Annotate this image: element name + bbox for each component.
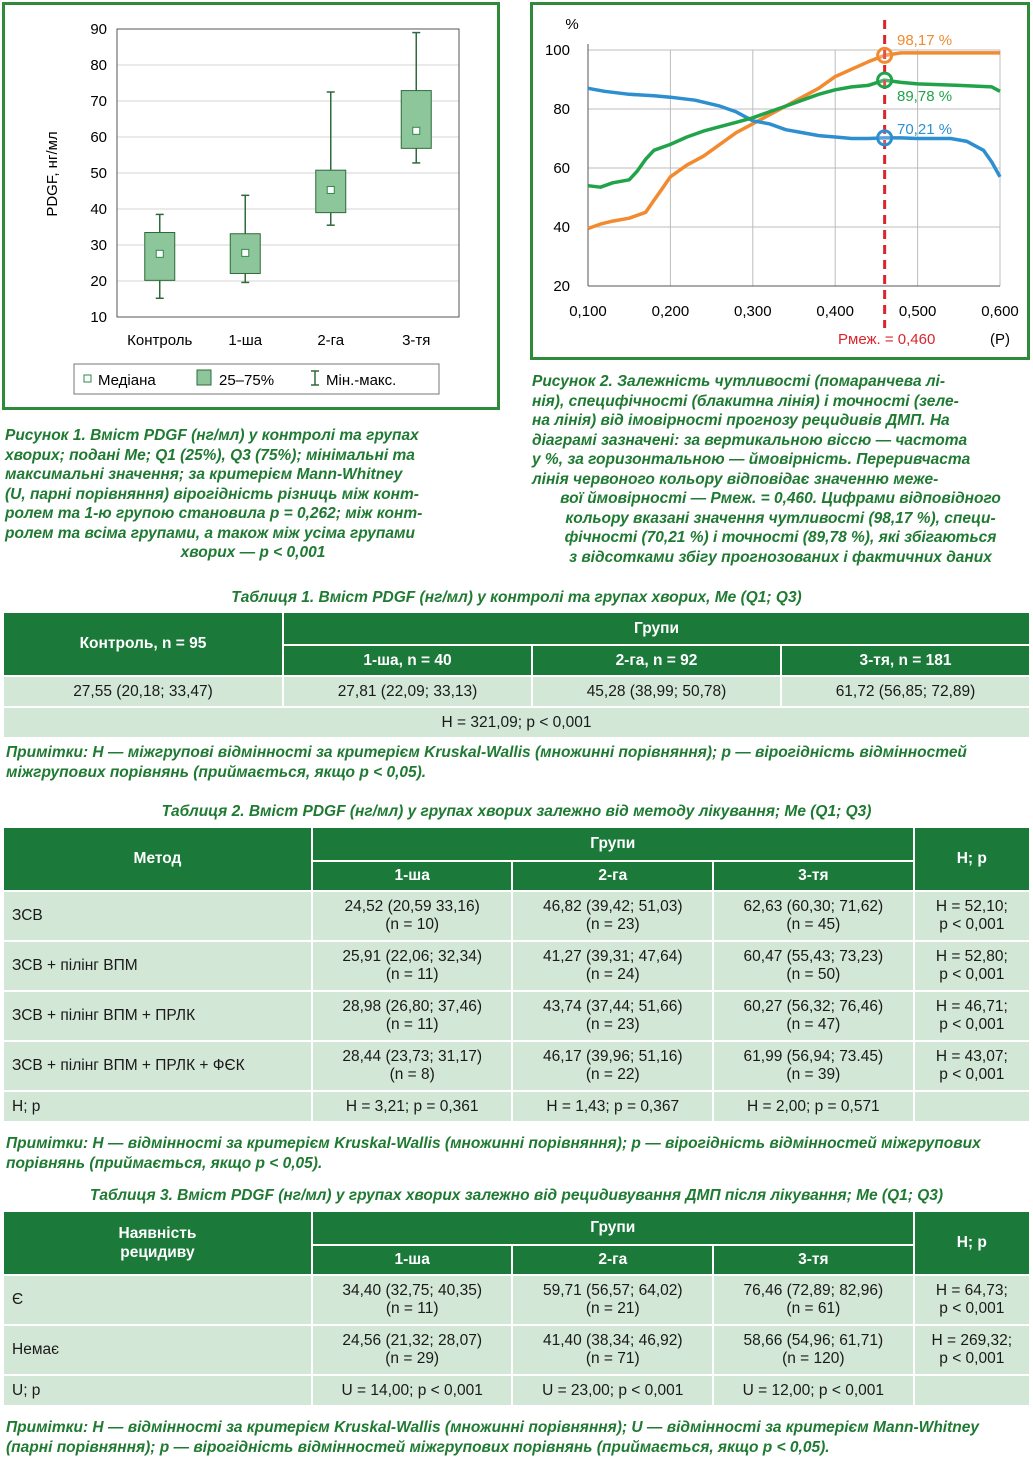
table-row (4, 892, 1029, 940)
group-header: 2-га (513, 1246, 712, 1274)
series-line-чутливість (588, 53, 1000, 229)
caption-line: діаграмі зазначені: за вертикальною віссю — частота (532, 431, 968, 449)
fig1-y-tick-label: 30 (90, 237, 107, 254)
cell-n: (n = 11) (385, 1016, 439, 1033)
stat-header: H; p (915, 828, 1029, 890)
cell-n: (n = 120) (782, 1350, 845, 1367)
group-header: 2-га (513, 862, 712, 890)
median-marker (413, 127, 420, 134)
cell-value: 41,27 (39,31; 47,64) (542, 948, 683, 965)
figure-2-line-chart (530, 2, 1030, 360)
table-cell (513, 1326, 712, 1374)
table-row (4, 992, 1029, 1040)
caption-line: з відсотками збігу прогнозованих і фактичних даних (569, 548, 992, 566)
table-row (4, 1276, 1029, 1324)
cell-value: 60,27 (56,32; 76,46) (743, 998, 884, 1015)
cell-value: 41,40 (38,34; 46,92) (542, 1332, 683, 1349)
table-cell (915, 1276, 1029, 1324)
table-cell (513, 1276, 712, 1324)
table-cell (513, 1042, 712, 1090)
table-row (4, 1092, 1029, 1121)
cell-n: (n = 10) (385, 916, 440, 933)
fig1-x-tick-label: Контроль (127, 332, 193, 349)
table-cell (915, 892, 1029, 940)
fig1-y-tick-label: 40 (90, 201, 107, 218)
caption-line: ролем та 1-ю групою становила p = 0,262; між конт- (5, 505, 423, 522)
cell-n: (n = 39) (786, 1066, 841, 1083)
caption-line: хворих; подані Me; Q1 (25%), Q3 (75%); мінімальні та (5, 446, 415, 464)
group-header: 1-ша (313, 862, 512, 890)
table-row (4, 1376, 1029, 1405)
table-cell (313, 892, 512, 940)
control-header: Контроль, n = 95 (4, 613, 282, 675)
group-header: 1-ша (313, 1246, 512, 1274)
row-label: ЗСВ + пілінг ВПМ + ПРЛК (4, 992, 311, 1040)
cell-value: 61,99 (56,94; 73.45) (743, 1048, 884, 1065)
table-cell (714, 892, 913, 940)
group-header: 3-тя (714, 862, 913, 890)
row-label: H; p (4, 1092, 311, 1121)
legend-minmax-label: Мін.-макс. (326, 372, 397, 389)
fig1-y-axis-label: PDGF, нг/мл (44, 131, 61, 217)
table-row (4, 1326, 1029, 1374)
cell-p: p < 0,001 (939, 966, 1005, 983)
fig1-y-tick-label: 80 (90, 57, 107, 74)
group-header: 1-ша, n = 40 (284, 646, 531, 675)
cell-value: 60,47 (55,43; 73,23) (743, 948, 884, 965)
cell-value: 25,91 (22,06; 32,34) (342, 948, 482, 965)
table-cell (313, 1042, 512, 1090)
fig1-y-tick-label: 10 (90, 309, 107, 326)
header-line: Наявність (118, 1225, 197, 1242)
table-cell (513, 942, 712, 990)
threshold-marker-точність (878, 73, 892, 87)
cell-n: (n = 47) (786, 1016, 841, 1033)
cell-n: (n = 50) (786, 966, 841, 983)
table-cell (513, 992, 712, 1040)
fig2-y-axis-label: % (565, 16, 579, 33)
row-label: Є (4, 1276, 311, 1324)
threshold-marker-специфічність (878, 131, 892, 145)
cell-n: (n = 8) (389, 1066, 435, 1083)
table-cell: 27,55 (20,18; 33,47) (4, 677, 282, 706)
cell-h: H = 46,71; (935, 998, 1008, 1015)
cell-h: H = 269,32; (931, 1332, 1013, 1349)
cell-value: 28,98 (26,80; 37,46) (342, 998, 482, 1015)
cell-n: (n = 22) (585, 1066, 640, 1083)
cell-value: 46,82 (39,42; 51,03) (542, 898, 683, 915)
cell-p: p < 0,001 (939, 916, 1005, 933)
cell-value: 46,17 (39,96; 51,16) (542, 1048, 683, 1065)
caption-line: лінія червоного кольору відповідає значенню меже- (532, 470, 939, 488)
table-cell: 61,72 (56,85; 72,89) (782, 677, 1029, 706)
cell-value: 24,52 (20,59 33,16) (344, 898, 480, 915)
cell-n: (n = 23) (585, 1016, 640, 1033)
table-cell (915, 1376, 1029, 1405)
cell-value: 43,74 (37,44; 51,66) (542, 998, 683, 1015)
stat-header: H; p (915, 1212, 1029, 1274)
table-2-note: Примітки: H — відмінності за критерієм Kruskal-Wallis (множинні порівняння); p — вірогідність відмінностей міжгрупових порівнянь (приймається, якщо p < 0,05). (6, 1135, 981, 1172)
table-cell (915, 1326, 1029, 1374)
accuracy-value-label: 89,78 % (897, 88, 953, 105)
caption-line: Рисунок 2. Залежність чутливості (помаранчева лі- (532, 373, 945, 390)
table-cell: H = 3,21; p = 0,361 (313, 1092, 512, 1121)
cell-value: 34,40 (32,75; 40,35) (342, 1282, 482, 1299)
table-cell: 27,81 (22,09; 33,13) (284, 677, 531, 706)
fig2-y-tick-label: 100 (544, 42, 570, 59)
groups-header: Групи (284, 613, 1029, 644)
fig2-y-tick-label: 60 (553, 160, 570, 177)
fig1-y-tick-label: 20 (90, 273, 107, 290)
fig1-x-tick-label: 2-га (317, 332, 345, 349)
fig1-x-tick-label: 3-тя (402, 332, 431, 349)
table-cell: 45,28 (38,99; 50,78) (533, 677, 780, 706)
caption-line: фічності (70,21 %) і точності (89,78 %), які збігаються (564, 529, 997, 546)
cell-p: p < 0,001 (939, 1300, 1005, 1317)
fig1-y-tick-label: 70 (90, 93, 107, 110)
table-3 (2, 1210, 1031, 1407)
legend-iqr-label: 25–75% (219, 372, 275, 389)
group-header: 2-га, n = 92 (533, 646, 780, 675)
cell-p: p < 0,001 (939, 1016, 1005, 1033)
cell-value: 59,71 (56,57; 64,02) (542, 1282, 683, 1299)
fig2-x-tick-label: 0,100 (569, 303, 607, 320)
cell-h: H = 52,10; (935, 898, 1008, 915)
table-3-note: Примітки: H — відмінності за критерієм Kruskal-Wallis (множинні порівняння); U — відмінності за критерієм Mann-Whitney (парні порівняння); p — вірогідність відмінностей міжгрупових порівнянь (приймається, якщо p < 0,05). (6, 1419, 979, 1456)
table-cell: U = 14,00; p < 0,001 (313, 1376, 512, 1405)
table-row (4, 1042, 1029, 1090)
table-2 (2, 826, 1031, 1123)
caption-line: у %, за горизонтальною — ймовірність. Переривчаста (532, 451, 971, 468)
cell-p: p < 0,001 (939, 1066, 1005, 1083)
table-1 (2, 611, 1031, 739)
table-cell (915, 942, 1029, 990)
row-label: ЗСВ + пілінг ВПМ + ПРЛК + ФЄК (4, 1042, 311, 1090)
cell-n: (n = 71) (585, 1350, 640, 1367)
cell-n: (n = 61) (786, 1300, 841, 1317)
table-cell (714, 1042, 913, 1090)
caption-line: ролем та всіма групами, а також між усіма групами (5, 524, 415, 542)
caption-line: на лінія) від імовірності прогнозу рецидивів ДМП. На (532, 412, 950, 429)
threshold-marker-чутливість (878, 48, 892, 62)
table-1-caption: Таблиця 1. Вміст PDGF (нг/мл) у контролі та групах хворих, Me (Q1; Q3) (231, 589, 802, 606)
groups-header: Групи (313, 828, 913, 860)
table-cell (714, 1326, 913, 1374)
fig1-y-tick-label: 50 (90, 165, 107, 182)
row-label: ЗСВ (4, 892, 311, 940)
cell-n: (n = 21) (585, 1300, 640, 1317)
group-header: 3-тя, n = 181 (782, 646, 1029, 675)
caption-line: нія), специфічності (блакитна лінія) і точності (зеле- (532, 392, 959, 410)
cell-value: 58,66 (54,96; 61,71) (743, 1332, 884, 1349)
method-header: Метод (4, 828, 311, 890)
fig2-x-tick-label: 0,600 (981, 303, 1019, 320)
table-cell (313, 1326, 512, 1374)
row-label: U; p (4, 1376, 311, 1405)
figure-1-boxplot (2, 2, 500, 410)
fig2-y-tick-label: 20 (553, 278, 570, 295)
cell-value: 62,63 (60,30; 71,62) (743, 898, 884, 915)
table-2-caption: Таблиця 2. Вміст PDGF (нг/мл) у групах хворих залежно від методу лікування; Me (Q1; Q3) (161, 803, 872, 820)
group-header: 3-тя (714, 1246, 913, 1274)
median-legend-icon (84, 375, 91, 382)
cell-n: (n = 11) (385, 966, 439, 983)
caption-line: максимальні значення; за критерієм Mann-Whitney (5, 466, 403, 483)
specificity-value-label: 70,21 % (897, 121, 953, 138)
table-cell (915, 1092, 1029, 1121)
header-line: рецидиву (120, 1244, 195, 1261)
iqr-box (401, 91, 431, 149)
median-marker (242, 249, 249, 256)
table-cell (714, 992, 913, 1040)
cell-n: (n = 11) (385, 1300, 439, 1317)
cell-h: H = 64,73; (935, 1282, 1008, 1299)
fig2-y-tick-label: 80 (553, 101, 570, 118)
median-marker (156, 250, 163, 257)
table-cell: U = 12,00; p < 0,001 (714, 1376, 913, 1405)
cell-p: p < 0,001 (939, 1350, 1005, 1367)
table-cell (313, 992, 512, 1040)
table-row (4, 677, 1029, 706)
caption-line: вої ймовірності — Pмеж. = 0,460. Цифрами відповідного (560, 490, 1001, 507)
median-marker (327, 186, 334, 193)
cell-n: (n = 45) (786, 916, 841, 933)
figure-1-caption (5, 426, 501, 563)
row-label: ЗСВ + пілінг ВПМ (4, 942, 311, 990)
fig1-y-tick-label: 90 (90, 21, 107, 38)
legend-median-label: Медіана (98, 372, 156, 389)
caption-line: хворих — p < 0,001 (180, 544, 326, 561)
table-cell: U = 23,00; p < 0,001 (513, 1376, 712, 1405)
table-cell-stat: H = 321,09; p < 0,001 (4, 708, 1029, 737)
table-1-note: Примітки: H — міжгрупові відмінності за критерієм Kruskal-Wallis (множинні порівняння); p — вірогідність відмінностей міжгрупових порівнянь (приймається, якщо p < 0,05). (6, 744, 967, 781)
table-cell: H = 1,43; p = 0,367 (513, 1092, 712, 1121)
table-cell (714, 942, 913, 990)
fig2-x-tick-label: 0,400 (816, 303, 854, 320)
fig2-x-tick-label: 0,300 (734, 303, 772, 320)
cell-h: H = 52,80; (935, 948, 1008, 965)
table-cell: H = 2,00; p = 0,571 (714, 1092, 913, 1121)
iqr-legend-icon (197, 370, 211, 385)
cell-value: 24,56 (21,32; 28,07) (342, 1332, 482, 1349)
caption-line: (U, парні порівняння) вірогідність різниць між конт- (5, 485, 419, 503)
table-cell (714, 1276, 913, 1324)
groups-header: Групи (313, 1212, 913, 1244)
threshold-label: Pмеж. = 0,460 (838, 331, 936, 348)
table-row (4, 708, 1029, 737)
recurrence-header (4, 1212, 311, 1274)
table-cell (915, 992, 1029, 1040)
fig1-x-tick-label: 1-ша (228, 332, 263, 349)
cell-n: (n = 23) (585, 916, 640, 933)
cell-value: 28,44 (23,73; 31,17) (342, 1048, 482, 1065)
cell-n: (n = 24) (585, 966, 640, 983)
table-cell (915, 1042, 1029, 1090)
table-row (4, 942, 1029, 990)
fig2-x-unit-label: (P) (990, 331, 1010, 348)
cell-h: H = 43,07; (935, 1048, 1008, 1065)
figure-2-caption (532, 372, 1029, 567)
sensitivity-value-label: 98,17 % (897, 32, 953, 49)
fig2-x-tick-label: 0,500 (898, 303, 937, 320)
row-label: Немає (4, 1326, 311, 1374)
table-3-caption: Таблиця 3. Вміст PDGF (нг/мл) у групах хворих залежно від рецидивування ДМП після лікування; Me (Q1; Q3) (89, 1187, 944, 1204)
fig2-y-tick-label: 40 (553, 219, 570, 236)
table-cell (313, 1276, 512, 1324)
caption-line: кольору вказані значення чутливості (98,17 %), специ- (565, 509, 996, 527)
cell-n: (n = 29) (385, 1350, 440, 1367)
fig2-x-tick-label: 0,200 (651, 303, 690, 320)
cell-value: 76,46 (72,89; 82,96) (743, 1282, 884, 1299)
fig1-y-tick-label: 60 (90, 129, 107, 146)
caption-line: Рисунок 1. Вміст PDGF (нг/мл) у контролі та групах (5, 427, 419, 444)
table-cell (513, 892, 712, 940)
table-cell (313, 942, 512, 990)
